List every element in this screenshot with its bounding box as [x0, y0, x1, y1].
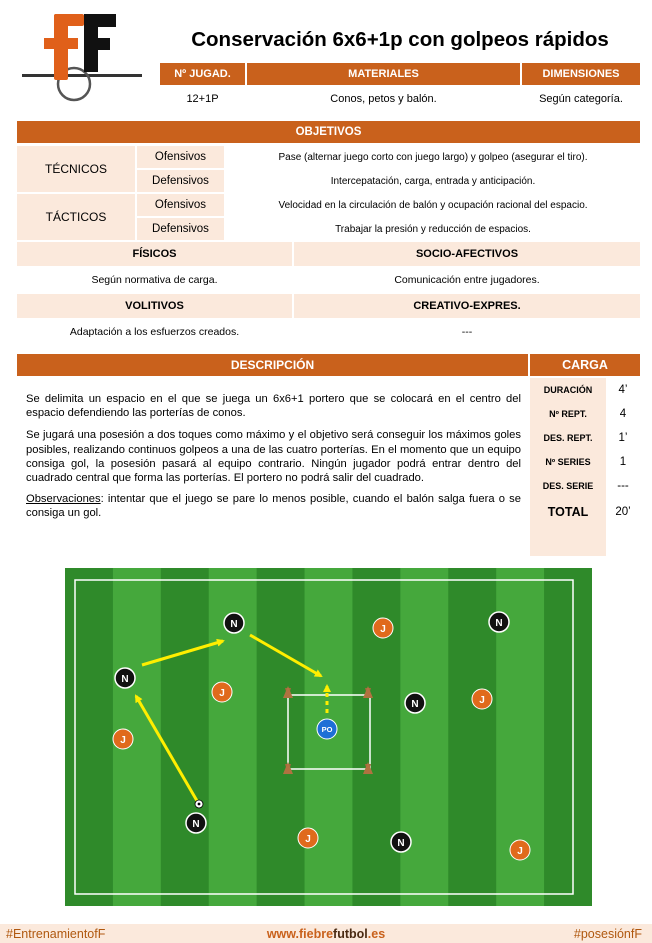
- player-team-n: [224, 613, 244, 633]
- header-dimensions: DIMENSIONES: [522, 63, 640, 85]
- player-label: J: [305, 834, 311, 845]
- player-team-n: [391, 832, 411, 852]
- player-label: PO: [321, 725, 333, 734]
- player-team-j: [212, 682, 232, 702]
- player-label: J: [479, 695, 485, 706]
- player-team-n: [405, 693, 425, 713]
- value-num-players: 12+1P: [186, 93, 219, 105]
- logo: [22, 12, 142, 104]
- footer-website[interactable]: [0, 927, 652, 941]
- player-label: N: [192, 819, 200, 830]
- tecnicos-ofensivos-label: Ofensivos: [137, 146, 224, 168]
- tacticos-label: TÁCTICOS: [17, 194, 135, 240]
- player-label: N: [230, 619, 238, 630]
- carga-series-value: 1: [619, 456, 627, 468]
- observaciones-label: Observaciones: [26, 493, 101, 506]
- carga-header: CARGA: [530, 354, 640, 376]
- player-team-n: [115, 668, 135, 688]
- value-materials: Conos, petos y balón.: [330, 93, 437, 105]
- tecnicos-label: TÉCNICOS: [17, 146, 135, 192]
- field-svg: [65, 568, 592, 906]
- player-team-j: [373, 618, 393, 638]
- carga-repeticiones-label: Nº REPT.: [549, 409, 587, 419]
- header-materials: MATERIALES: [247, 63, 520, 85]
- player-label: J: [120, 735, 126, 746]
- header-num-players: Nº JUGAD.: [160, 63, 245, 85]
- descripcion-body: [26, 392, 521, 521]
- carga-duracion-label: DURACIÓN: [543, 385, 593, 395]
- descripcion-header: DESCRIPCIÓN: [17, 354, 528, 376]
- carga-descanso-serie-label: DES. SERIE: [542, 481, 594, 491]
- objetivos-header: OBJETIVOS: [17, 121, 640, 143]
- footer-website-pre[interactable]: www.fiebre: [266, 927, 334, 941]
- tacticos-ofensivos-text: Velocidad en la circulación de balón y ocupación racional del espacio.: [278, 199, 588, 211]
- goalkeeper-marker: [317, 719, 337, 739]
- player-team-j: [472, 689, 492, 709]
- logo-graphic: [22, 12, 142, 104]
- player-label: N: [495, 618, 503, 629]
- descripcion-paragraph-1: Se delimita un espacio en el que se juega un 6x6+1 portero que se colocará en el centro del espacio defendiendo las porterías de conos.: [26, 393, 521, 420]
- tacticos-defensivos-label: Defensivos: [137, 218, 224, 240]
- player-label: J: [380, 624, 386, 635]
- page-title: Conservación 6x6+1p con golpeos rápidos: [191, 28, 609, 51]
- carga-duracion-value: 4’: [618, 384, 628, 396]
- footer-hashtag-right[interactable]: #posesiónfF: [573, 927, 642, 941]
- footer-hashtag-left[interactable]: #EntrenamientofF: [6, 927, 106, 941]
- carga-descanso-repeticion-label: DES. REPT.: [543, 433, 593, 443]
- carga-repeticiones-value: 4: [619, 408, 627, 420]
- carga-descanso-repeticion-value: 1’: [618, 432, 628, 444]
- descripcion-observaciones: [26, 492, 521, 520]
- creativo-label: CREATIVO-EXPRES.: [294, 294, 640, 318]
- volitivos-text: Adaptación a los esfuerzos creados.: [69, 326, 240, 338]
- fisicos-text: Según normativa de carga.: [91, 274, 218, 286]
- player-label: N: [411, 699, 419, 710]
- carga-series-label: Nº SERIES: [545, 457, 591, 467]
- carga-descanso-serie-value: ---: [617, 480, 629, 492]
- player-team-n: [489, 612, 509, 632]
- field-diagram: [65, 568, 592, 906]
- volitivos-label: VOLITIVOS: [17, 294, 292, 318]
- tecnicos-defensivos-label: Defensivos: [137, 170, 224, 192]
- fisicos-label: FÍSICOS: [17, 242, 292, 266]
- player-team-j: [298, 828, 318, 848]
- observaciones-text: : intentar que el juego se pare lo menos posible, cuando el balón salga fuera o se consiga un gol.: [26, 493, 521, 520]
- player-label: J: [219, 688, 225, 699]
- player-team-n: [186, 813, 206, 833]
- player-label: J: [517, 846, 523, 857]
- player-team-j: [510, 840, 530, 860]
- socio-afectivos-text: Comunicación entre jugadores.: [394, 274, 540, 286]
- socio-afectivos-label: SOCIO-AFECTIVOS: [294, 242, 640, 266]
- player-label: N: [397, 838, 405, 849]
- player-label: N: [121, 674, 129, 685]
- footer-website-post[interactable]: .es: [367, 927, 386, 941]
- descripcion-paragraph-2: Se jugará una posesión a dos toques como máximo y el objetivo será conseguir los máximos goles posibles, realizando continuos golpeos a una de las cuatro porterías. En el momento que un equipo consiga gol, la posesión pasará al equipo contrario. Ningún jugador podrá entrar dentro del cuadrado central que forma las porterías. El portero no podrá salir del cuadrado.: [26, 429, 521, 485]
- carga-total-label: TOTAL: [547, 505, 589, 519]
- footer: [0, 924, 652, 943]
- value-dimensions: Según categoría.: [539, 93, 623, 105]
- creativo-text: ---: [461, 326, 473, 338]
- carga-total-value: 20’: [615, 506, 631, 518]
- tecnicos-defensivos-text: Intercepatación, carga, entrada y anticipación.: [330, 175, 536, 187]
- tacticos-defensivos-text: Trabajar la presión y reducción de espacios.: [335, 223, 531, 235]
- tecnicos-ofensivos-text: Pase (alternar juego corto con juego largo) y golpeo (asegurar el tiro).: [278, 151, 588, 163]
- footer-website-bold[interactable]: futbol: [333, 927, 368, 941]
- tacticos-ofensivos-label: Ofensivos: [137, 194, 224, 216]
- player-team-j: [113, 729, 133, 749]
